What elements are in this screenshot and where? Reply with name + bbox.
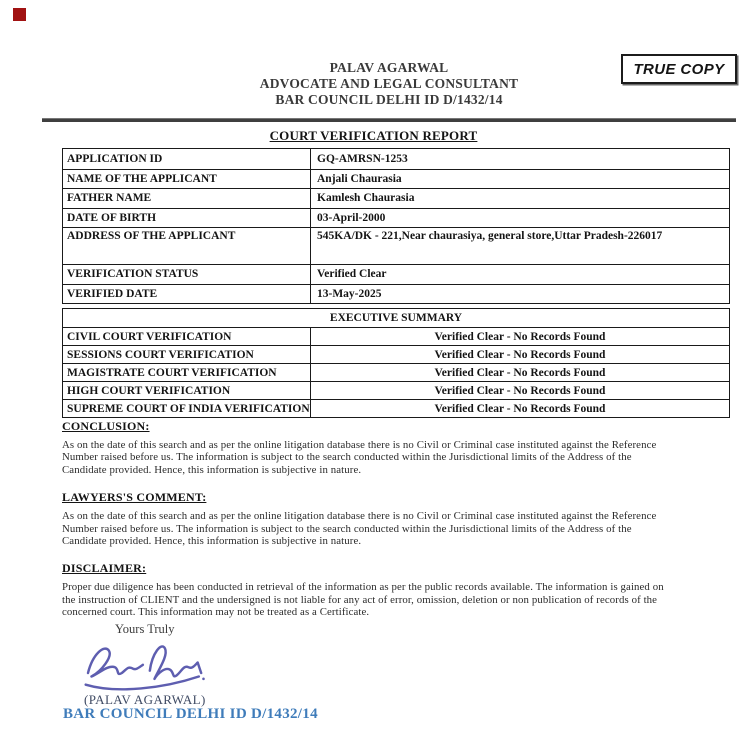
red-corner-marker xyxy=(13,8,26,21)
disclaimer-section xyxy=(62,561,734,618)
row-value: Verified Clear - No Records Found xyxy=(434,330,606,343)
row-value: Verified Clear - No Records Found xyxy=(434,402,606,415)
row-label: ADDRESS OF THE APPLICANT xyxy=(63,228,311,264)
executive-summary-table xyxy=(62,308,730,418)
row-value: GQ-AMRSN-1253 xyxy=(317,152,408,165)
row-value: Verified Clear - No Records Found xyxy=(434,366,606,379)
conclusion-heading: CONCLUSION: xyxy=(62,419,150,433)
table-row xyxy=(63,399,729,417)
row-label: APPLICATION ID xyxy=(63,149,311,169)
report-title: COURT VERIFICATION REPORT xyxy=(269,128,478,143)
conclusion-section xyxy=(62,419,734,476)
row-label: VERIFICATION STATUS xyxy=(63,265,311,284)
row-label: FATHER NAME xyxy=(63,189,311,208)
conclusion-text: As on the date of this search and as per the online litigation database there is no Civil or Criminal case instituted against the Reference Number raised before us. The information is subject to the search conducted within the Jurisdictional limits of the Address of the Candidate provided. Hence, this information is subjective in nature. xyxy=(62,439,657,476)
row-value: Verified Clear xyxy=(317,268,387,281)
lawyers-comment-heading: LAWYERS'S COMMENT: xyxy=(62,490,207,505)
table-row xyxy=(63,227,729,264)
true-copy-stamp xyxy=(621,54,737,84)
table-row xyxy=(63,345,729,363)
table-row xyxy=(63,284,729,304)
row-label: SUPREME COURT OF INDIA VERIFICATION xyxy=(63,400,311,417)
letterhead-bar-id: BAR COUNCIL DELHI ID D/1432/14 xyxy=(275,92,503,107)
row-label: CIVIL COURT VERIFICATION xyxy=(63,328,311,345)
row-label: SESSIONS COURT VERIFICATION xyxy=(63,346,311,363)
letterhead-designation: ADVOCATE AND LEGAL CONSULTANT xyxy=(259,76,519,91)
row-value: 03-April-2000 xyxy=(317,211,386,224)
table-row xyxy=(63,208,729,228)
applicant-details-table xyxy=(62,148,730,304)
handwritten-signature xyxy=(78,638,210,699)
row-label: DATE OF BIRTH xyxy=(63,209,311,228)
table-row xyxy=(63,169,729,189)
row-label: HIGH COURT VERIFICATION xyxy=(63,382,311,399)
row-value: 13-May-2025 xyxy=(317,287,382,300)
row-value: 545KA/DK - 221,Near chaurasiya, general store,Uttar Pradesh-226017 xyxy=(317,230,663,242)
executive-summary-header: EXECUTIVE SUMMARY xyxy=(329,312,463,324)
table-row xyxy=(63,264,729,284)
signatory-bar-council-id: BAR COUNCIL DELHI ID D/1432/14 xyxy=(63,706,318,722)
row-value: Kamlesh Chaurasia xyxy=(317,192,415,205)
row-label: MAGISTRATE COURT VERIFICATION xyxy=(63,364,311,381)
signature-ink-strokes xyxy=(78,638,210,694)
true-copy-stamp-label: TRUE COPY xyxy=(633,60,725,78)
table-row xyxy=(63,327,729,345)
table-row xyxy=(63,381,729,399)
lawyers-comment-section xyxy=(62,490,734,547)
signatory-name: (PALAV AGARWAL) xyxy=(84,692,206,707)
lawyers-comment-text: As on the date of this search and as per the online litigation database there is no Civil or Criminal case instituted against the Reference Number raised before us. The information is subject to the search conducted within the Jurisdictional limits of the Address of the Candidate provided. Hence, this information is subjective in nature. xyxy=(62,510,657,548)
header-divider-rule xyxy=(42,118,736,122)
closing-line: Yours Truly xyxy=(115,622,175,636)
table-row xyxy=(63,188,729,208)
table-row xyxy=(63,149,729,169)
narrative-sections xyxy=(62,419,734,632)
disclaimer-text: Proper due diligence has been conducted in retrieval of the information as per the public records available. The information is gained on the instruction of CLIENT and the undersigned is not liable for any act of error, omission, deletion or non publication of records of the concerned court. This information may not be treated as a Certificate. xyxy=(62,581,664,619)
row-value: Verified Clear - No Records Found xyxy=(434,348,606,361)
row-label: VERIFIED DATE xyxy=(63,285,311,304)
disclaimer-heading: DISCLAIMER: xyxy=(62,561,147,576)
row-value: Anjali Chaurasia xyxy=(317,172,402,185)
row-value: Verified Clear - No Records Found xyxy=(434,384,606,397)
row-label: NAME OF THE APPLICANT xyxy=(63,170,311,189)
letterhead-name: PALAV AGARWAL xyxy=(329,60,449,75)
table-row xyxy=(63,363,729,381)
